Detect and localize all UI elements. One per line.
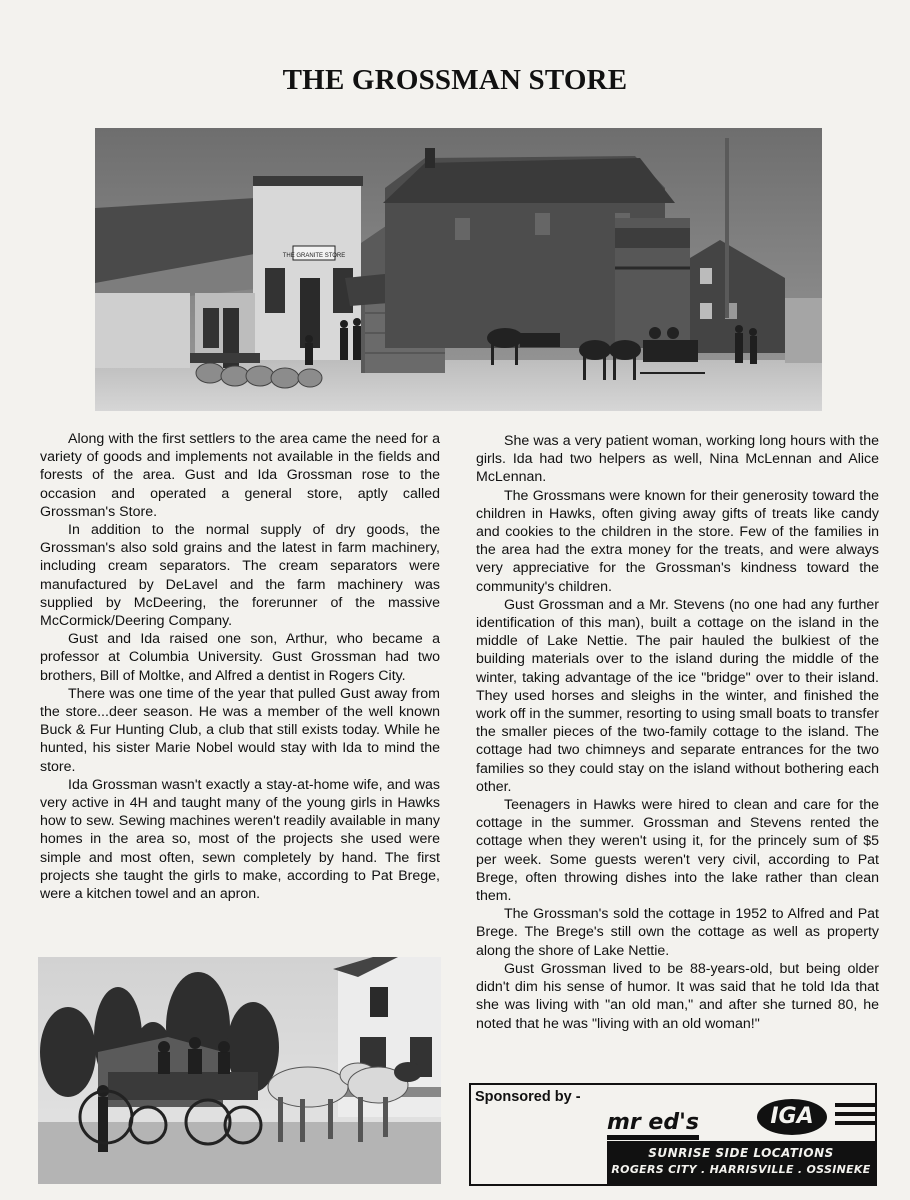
store-sign-text: THE GRANITE STORE <box>282 253 346 259</box>
iga-logo: IGA <box>757 1099 827 1135</box>
article-column-right <box>476 432 879 1033</box>
stripes-icon <box>835 1103 875 1133</box>
general-store-photo <box>95 128 822 411</box>
paragraph: There was one time of the year that pulled Gust away from the store...deer season. He was a member of the well known Buck & Fur Hunting Club, a club that still exists today. While he hunted, his sister Marie Nobel would stay with Ida to mind the store. <box>40 685 440 775</box>
paragraph: Teenagers in Hawks were hired to clean and care for the cottage in the summer. Grossman and Stevens rented the cottage when they weren't using it, for the princely sum of $5 per week. Some guests weren't very civil, according to Pat Brege, often throwing dishes into the lake rather than clean them. <box>476 797 879 905</box>
paragraph: Gust Grossman and a Mr. Stevens (no one had any further identification of this man), built a cottage on the island in the middle of Lake Nettie. The pair hauled the bulkiest of the building materials over to the island during the middle of the winter, taking advantage of the ice "bridge" over to their island. They used horses and sleighs in the winter, and finished the work off in the summer, resorting to using small boats to transfer the smaller pieces of the two-family cottage to the island. The cottage had two chimneys and separate entrances for the two families so they could stay on the island without bothering each other. <box>476 596 879 795</box>
paragraph: Ida Grossman wasn't exactly a stay-at-home wife, and was very active in 4H and taught many of the young girls in Hawks how to sew. Sewing machines weren't readily available in many homes in the area so, most of the projects she used were simple and most often, sewn completely by hand. The first projects she taught the girls to make, according to Pat Brege, were a kitchen towel and an apron. <box>40 776 440 903</box>
mr-eds-logo: mr ed's <box>607 1111 699 1140</box>
paragraph: In addition to the normal supply of dry goods, the Grossman's also sold grains and the latest in farm machinery, including cream separators. The cream separators were manufactured by DeLavel and the farm machinery was supplied by McDeering, the forerunner of the massive McCormick/Deering Company. <box>40 522 440 630</box>
paragraph: She was a very patient woman, working long hours with the girls. Ida had two helpers as well, Nina McLennan and Alice McLennan. <box>476 433 879 486</box>
page-title: THE GROSSMAN STORE <box>282 64 628 96</box>
paragraph: Gust and Ida raised one son, Arthur, who became a professor at Columbia University. Gust Grossman had two brothers, Bill of Moltke, and Alfred a dentist in Rogers City. <box>40 631 440 684</box>
article-column-left <box>40 430 440 903</box>
paragraph: The Grossman's sold the cottage in 1952 to Alfred and Pat Brege. The Brege's still own the cottage as well as property along the shore of Lake Nettie. <box>476 906 879 959</box>
sponsor-locations-list: ROGERS CITY . HARRISVILLE . OSSINEKE <box>611 1163 871 1176</box>
sponsor-locations-band <box>607 1141 875 1184</box>
horse-wagon-photo <box>38 957 441 1184</box>
paragraph: The Grossmans were known for their generosity toward the children in Hawks, often giving away gifts of treats like candy and cookies to the children in the store. Few of the families in the area had the extra money for the treats, and were always very appreciative for the Grossman's kindness toward the community's children. <box>476 487 879 595</box>
paragraph: Gust Grossman lived to be 88-years-old, but being older didn't dim his sense of humor. It was said that he told Ida that she was living with "an old man," and after she turned 80, he noted that he was "living with an old woman!" <box>476 960 879 1032</box>
paragraph: Along with the first settlers to the area came the need for a variety of goods and implements not available in the fields and forests of the area. Gust and Ida Grossman rose to the occasion and operated a general store, aptly called Grossman's Store. <box>40 431 440 520</box>
sponsor-box <box>469 1083 877 1186</box>
sponsor-locations-heading: SUNRISE SIDE LOCATIONS <box>648 1146 834 1160</box>
sponsor-label: Sponsored by - <box>475 1089 581 1105</box>
